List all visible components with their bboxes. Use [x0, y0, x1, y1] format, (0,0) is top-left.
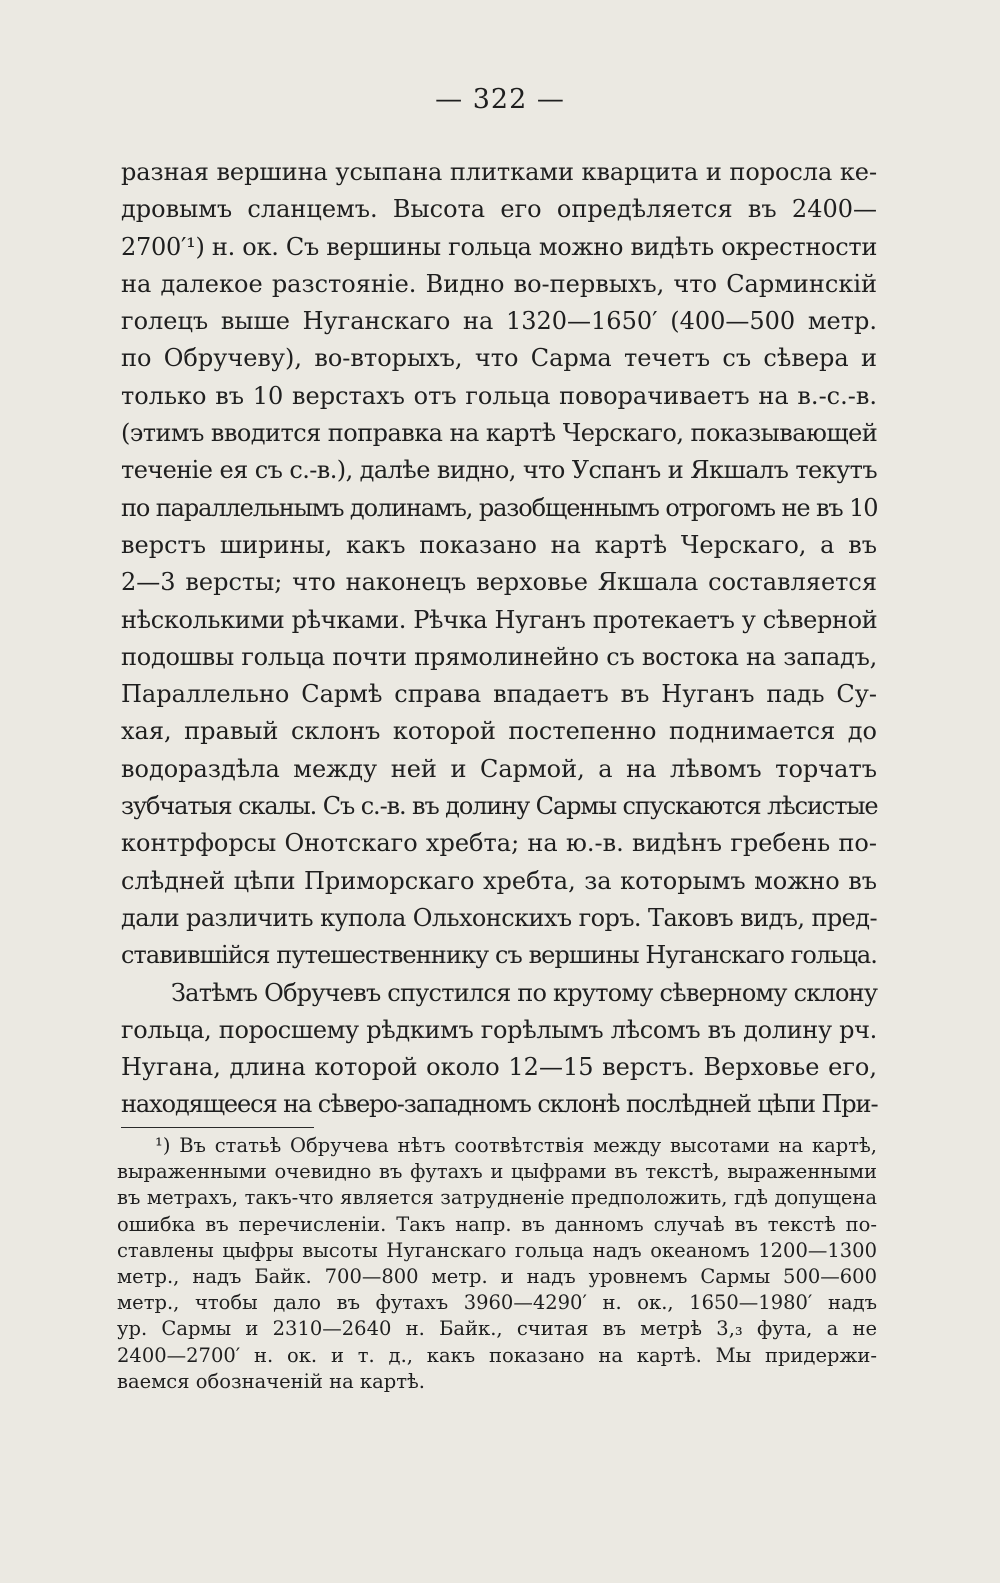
text-line: Нугана, длина которой около 12—15 верстъ. Верховье его, [121, 1053, 877, 1082]
footnote-line: метр., чтобы дало въ футахъ 3960—4290′ н. ок., 1650—1980′ надъ [117, 1291, 877, 1315]
footnote-line: ставлены цыфры высоты Нуганскаго гольца надъ океаномъ 1200—1300 [117, 1238, 877, 1262]
text-line: 2700′¹) н. ок. Съ вершины гольца можно видѣть окрестности [121, 232, 878, 261]
text-line: Затѣмъ Обручевъ спустился по крутому сѣверному склону [171, 978, 878, 1007]
text-line: дали различить купола Ольхонскихъ горъ. Таковъ видъ, пред- [121, 903, 877, 932]
text-line: нѣсколькими рѣчками. Рѣчка Нуганъ протекаетъ у сѣверной [121, 605, 878, 634]
page-number: — 322 — [435, 84, 565, 115]
text-line: гольца, поросшему рѣдкимъ горѣлымъ лѣсомъ въ долину рч. [121, 1015, 877, 1044]
footnote-line: ¹) Въ статьѣ Обручева нѣтъ соотвѣтствія между высотами на картѣ, [155, 1134, 877, 1157]
footnote-line: ваемся обозначеній на картѣ. [117, 1369, 425, 1393]
text-line: Параллельно Сармѣ справа впадаетъ въ Нуганъ падь Су- [121, 680, 877, 709]
paragraph-1 [121, 154, 877, 975]
text-line: только въ 10 верстахъ отъ гольца поворачиваетъ на в.-с.-в. [121, 381, 877, 410]
footnote-line: ур. Сармы и 2310—2640 н. Байк., считая въ метрѣ 3,₃ фута, а не [117, 1317, 877, 1341]
text-line: на далекое разстояніе. Видно во-первыхъ, что Сарминскій [121, 269, 877, 298]
footnote-line: выраженными очевидно въ футахъ и цыфрами въ текстѣ, выраженными [117, 1160, 877, 1184]
footnote-line: въ метрахъ, такъ-что является затрудненіе предположить, гдѣ допущена [117, 1186, 877, 1210]
footnote-line: ошибка въ перечисленіи. Такъ напр. въ данномъ случаѣ въ текстѣ по- [117, 1212, 877, 1236]
text-line: хая, правый склонъ которой постепенно поднимается до [121, 717, 877, 746]
text-line: контрфорсы Онотскаго хребта; на ю.-в. видѣнъ гребень по- [121, 829, 877, 858]
text-line: дровымъ сланцемъ. Высота его опредѣляется въ 2400— [121, 195, 877, 224]
text-line: слѣдней цѣпи Приморскаго хребта, за которымъ можно въ [121, 866, 877, 895]
body-text [121, 154, 877, 1124]
text-line: по параллельнымъ долинамъ, разобщеннымъ отрогомъ не въ 10 [121, 493, 878, 522]
footnote-line: метр., надъ Байк. 700—800 метр. и надъ уровнемъ Сармы 500—600 [117, 1265, 877, 1289]
text-line: верстъ ширины, какъ показано на картѣ Черскаго, а въ [121, 530, 877, 559]
paragraph-2 [121, 975, 877, 1124]
text-line: водораздѣла между ней и Сармой, а на лѣвомъ торчатъ [121, 754, 877, 783]
text-line: (этимъ вводится поправка на картѣ Черскаго, показывающей [121, 419, 878, 448]
text-line: ставившійся путешественнику съ вершины Нуганскаго гольца. [121, 941, 878, 970]
text-line: находящееся на сѣверо-западномъ склонѣ послѣдней цѣпи При- [121, 1090, 878, 1119]
text-line: голецъ выше Нуганскаго на 1320—1650′ (400—500 метр. [121, 307, 877, 336]
text-line: теченіе ея съ с.-в.), далѣе видно, что Успанъ и Якшалъ текутъ [121, 456, 878, 485]
text-line: зубчатыя скалы. Съ с.-в. въ долину Сармы спускаются лѣсистые [121, 792, 878, 821]
text-line: подошвы гольца почти прямолинейно съ востока на западъ, [121, 642, 877, 671]
footnote-separator [121, 1127, 314, 1128]
footnote [117, 1133, 877, 1395]
text-line: 2—3 версты; что наконецъ верховье Якшала составляется [121, 568, 877, 597]
text-line: разная вершина усыпана плитками кварцита и поросла ке- [121, 158, 877, 186]
text-line: по Обручеву), во-вторыхъ, что Сарма течетъ съ сѣвера и [121, 344, 877, 373]
footnote-line: 2400—2700′ н. ок. и т. д., какъ показано на картѣ. Мы придержи- [117, 1343, 877, 1367]
